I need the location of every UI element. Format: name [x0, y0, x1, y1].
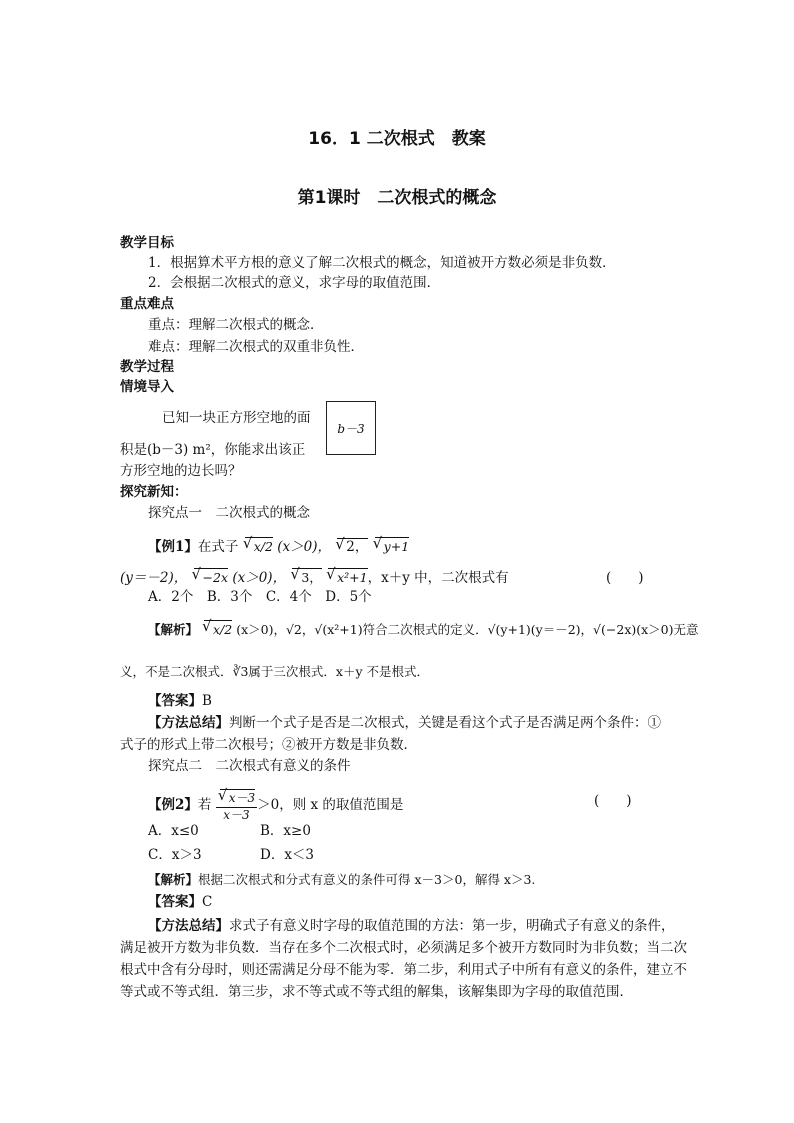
key-point: 重点：理解二次根式的概念． [148, 317, 324, 333]
method-text: 判断一个式子是否是二次根式，关键是看这个式子是否满足两个条件：① [229, 715, 661, 731]
example2-condition: ＞0，则 x 的取值范围是 [257, 797, 404, 813]
analysis-text: 根据二次根式和分式有意义的条件可得 x－3＞0，解得 x＞3. [198, 872, 536, 887]
example1-intro: 在式子 [197, 539, 239, 555]
keypoints-heading: 重点难点 [120, 296, 174, 312]
intro-heading: 情境导入 [120, 379, 174, 395]
sqrt-x-over-2: √ x/2 [204, 620, 232, 638]
option-c: C．x＞3 [148, 847, 202, 863]
example2-method-cont: 等式或不等式组．第三步，求不等式或不等式组的解集，该解集即为字母的取值范围． [120, 984, 633, 1000]
sqrt-y-plus-1: √ y+1 [375, 537, 410, 555]
example1-options: A．2个 B．3个 C．4个 D．5个 [148, 589, 372, 605]
example2-method [148, 916, 675, 936]
point1-heading: 探究点一 二次根式的概念 [148, 505, 310, 521]
analysis-tag: 【解析】 [148, 622, 199, 637]
example1-method-cont: 式子的形式上带二次根号；②被开方数是非负数． [120, 737, 417, 753]
example2-method-cont: 满足被开方数为非负数．当存在多个二次根式时，必须满足多个被开方数同时为非负数；当二次 [120, 940, 687, 956]
example1-analysis [148, 620, 699, 640]
example2-analysis [148, 870, 535, 890]
page-title: 16．1 二次根式 教案 [308, 129, 486, 149]
sqrt-x-over-2: √ x/2 [245, 537, 273, 555]
square-side-label: b－3 [337, 421, 365, 436]
scenario-text: 积是(b－3) m²，你能求出该正 [120, 442, 306, 458]
example2-answer [148, 892, 212, 912]
lesson-subtitle: 第1课时 二次根式的概念 [297, 188, 497, 208]
example2-intro: 若 [197, 797, 212, 813]
analysis-tag: 【解析】 [148, 872, 199, 887]
example1-line1 [148, 537, 409, 557]
square-diagram [326, 401, 376, 455]
sqrt-2: √ 2， [337, 538, 368, 556]
example2-line [148, 789, 403, 822]
difficulty-point: 难点：理解二次根式的双重非负性． [148, 339, 364, 355]
sqrt-x-minus-3: √ x－3 [220, 789, 255, 807]
example1-method [148, 713, 661, 733]
option-d: D．x＜3 [260, 847, 315, 863]
point2-heading: 探究点二 二次根式有意义的条件 [148, 758, 351, 774]
goals-heading: 教学目标 [120, 235, 174, 251]
process-heading: 教学过程 [120, 359, 174, 375]
method-text: 求式子有意义时字母的取值范围的方法：第一步，明确式子有意义的条件， [229, 918, 675, 934]
method-tag: 【方法总结】 [148, 918, 229, 934]
cuberoot-3: √ 3， [292, 568, 321, 586]
fraction-denominator: x－3 [223, 808, 250, 822]
example2-blank: ( ) [594, 793, 632, 809]
sqrt-x2-plus-1: √ x²+1 [328, 568, 368, 586]
example1-cond: (x＞0)， [277, 539, 331, 555]
answer-value: C [202, 894, 213, 910]
goal-item: 2．会根据二次根式的意义，求字母的取值范围． [148, 275, 441, 291]
analysis-text: (x＞0)，√2，√(x²+1)符合二次根式的定义．√(y+1)(y＝－2)，√(−2x)(x＞0)无意 [236, 622, 699, 637]
fraction [216, 789, 257, 822]
sqrt-neg-2x: √ −2x [194, 568, 228, 586]
example1-question: ，x＋y 中，二次根式有 [367, 570, 509, 586]
answer-value: B [202, 693, 212, 709]
option-a: A．x≤0 [148, 823, 199, 839]
option-b: B．x≥0 [260, 823, 311, 839]
method-tag: 【方法总结】 [148, 715, 229, 731]
example1-y-cond: (y＝－2)， [120, 570, 188, 586]
example1-line2 [120, 568, 509, 588]
goal-item: 1．根据算术平方根的意义了解二次根式的概念，知道被开方数必须是非负数． [148, 255, 616, 271]
example2-method-cont: 根式中含有分母时，则还需满足分母不能为零．第二步，利用式子中所有有意义的条件，建立不 [120, 962, 687, 978]
answer-tag: 【答案】 [148, 693, 202, 709]
example1-blank: ( ) [606, 570, 644, 586]
example1-answer [148, 691, 212, 711]
example1-analysis-cont: 义，不是二次根式．∛3属于三次根式．x＋y 不是根式． [120, 664, 430, 679]
example2-tag: 【例2】 [148, 797, 198, 813]
answer-tag: 【答案】 [148, 894, 202, 910]
example1-x-cond: (x＞0)， [232, 570, 287, 586]
example1-tag: 【例1】 [148, 539, 198, 555]
explore-heading: 探究新知： [120, 484, 188, 500]
scenario-text: 已知一块正方形空地的面 [162, 410, 311, 426]
scenario-text: 方形空地的边长吗？ [120, 463, 242, 479]
